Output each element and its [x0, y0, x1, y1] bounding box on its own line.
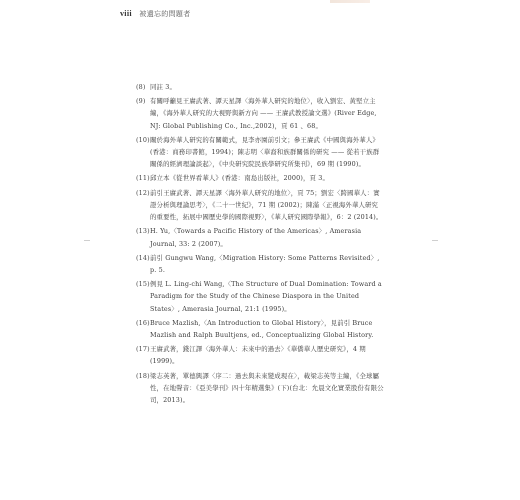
endnote-text: 關於海外華人研究的有關範式，見李亦園前引文；參王賡武《中國與海外華人》(香港：商務印書館，1994)；陳志明〈華裔和族群關係的研究 —— 從若干族群關係的經濟理論談起〉，《中央研究院民族學研究所集刊》，69 期 (1990)。 — [150, 135, 380, 169]
endnote-number: (16) — [136, 318, 150, 327]
endnote-number: (9) — [136, 97, 146, 106]
endnote-number: (13) — [136, 227, 150, 236]
endnote-text: H. Yu,〈Towards a Pacific History of the Americas〉, Amerasia Journal, 33: 2 (2007)。 — [150, 227, 362, 248]
crop-mark-right — [432, 240, 438, 241]
endnote-14 — [136, 252, 384, 277]
endnote-10 — [136, 134, 384, 171]
endnote-text: 例見 L. Ling-chi Wang,〈The Structure of Dual Domination: Toward a Paradigm for the Study of the Chinese Diaspora in the United States〉, Amerasia Journal, 21:1 (1995)。 — [150, 280, 382, 313]
endnote-text: 前引 Gungwu Wang,〈Migration History: Some Patterns Revisited〉, p. 5. — [150, 253, 380, 274]
endnote-13 — [136, 225, 384, 250]
endnote-9 — [136, 95, 384, 132]
endnote-text: 梁志英著，單德興譯〈序二：過去與未來變成現在〉，載梁志英等主編，《全球屬性，在地聲音：《亞美學刊》四十年精選集》(下)(台北：允晨文化實業股份有限公司，2013)。 — [150, 371, 384, 405]
endnotes-list — [136, 81, 384, 408]
endnote-number: (14) — [136, 253, 150, 262]
endnote-number: (18) — [136, 371, 150, 380]
endnote-12 — [136, 187, 384, 224]
endnote-text: 同註 3。 — [150, 83, 177, 91]
page-number: viii — [120, 9, 132, 18]
endnote-text: 王賡武著，錢江譯〈海外華人：未來中的過去〉《華僑華人歷史研究》，4 期 (1999)。 — [150, 345, 366, 366]
endnote-text: 前引王賡武著、譚天星譯〈海外華人研究的地位〉，頁 75；劉宏〈跨國華人：實證分析與理論思考〉，《二十一世紀》，71 期 (2002)；陳滿〈正視海外華人研究的重要性，拓展中國歷史學的國際視野〉，《華人研究國際學報》，6：2 (2014)。 — [150, 188, 383, 222]
top-edge-artifact — [330, 0, 370, 3]
endnote-text: Bruce Mazlish,〈An Introduction to Global History〉，見前引 Bruce Mazlish and Ralph Buultjens, ed., Conceptualizing Global History. — [150, 318, 374, 340]
endnote-17 — [136, 343, 384, 368]
endnote-18 — [136, 370, 384, 407]
endnote-text: 邱立本《從世界看華人》(香港：南島出版社，2000)，頁 3。 — [150, 174, 329, 183]
endnote-number: (8) — [136, 83, 146, 91]
endnote-number: (15) — [136, 280, 150, 289]
running-header — [120, 9, 191, 19]
running-title: 被遺忘的問題者 — [139, 10, 191, 18]
endnote-number: (17) — [136, 345, 150, 354]
endnote-16 — [136, 317, 384, 342]
crop-mark-left — [84, 240, 90, 241]
endnote-11 — [136, 172, 384, 184]
endnote-number: (11) — [136, 174, 150, 183]
endnote-number: (12) — [136, 188, 150, 197]
endnote-text: 有關呼籲見王賡武著、譚天星譯〈海外華人研究的地位〉，收入劉宏、黃堅立主編，《海外華人研究的大視野與新方向 —— 王賡武教授論文選》(River Edge, NJ: Global Publishing Co., Inc.,2002)，頁 61 、68。 — [150, 97, 377, 130]
endnote-15 — [136, 278, 384, 315]
endnote-number: (10) — [136, 135, 150, 144]
endnote-8 — [136, 81, 384, 93]
